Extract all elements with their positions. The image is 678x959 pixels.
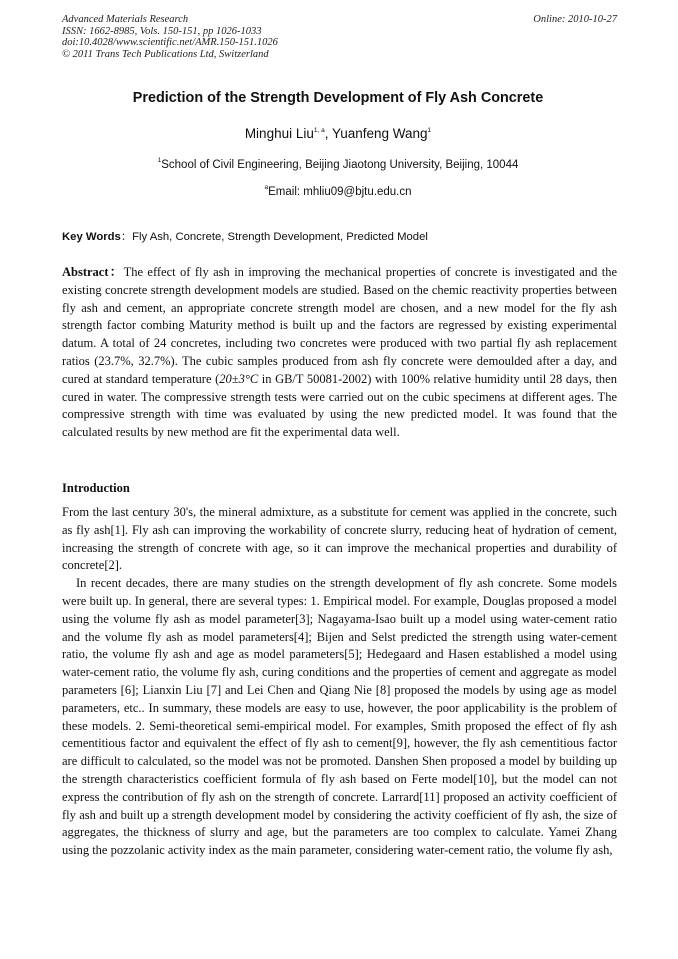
abstract-colon: ： bbox=[108, 265, 124, 279]
body-paragraph: From the last century 30's, the mineral admixture, as a substitute for cement was applied in the concrete, such as fly ash[1]. Fly ash can improving the workability of concrete slurry, reducing heat of hydration of cement, increasing the strength of concrete with age, so it can improve the mechanical properties and durability of concrete[2]. bbox=[62, 505, 617, 573]
keywords-label: Key Words bbox=[62, 231, 121, 243]
journal-header bbox=[62, 14, 617, 60]
issn-line: ISSN: 1662-8985, Vols. 150-151, pp 1026-1033 bbox=[62, 25, 262, 37]
keywords-colon: ： bbox=[120, 231, 133, 243]
author-line bbox=[62, 126, 614, 141]
affiliation bbox=[62, 157, 614, 171]
copyright-line: © 2011 Trans Tech Publications Ltd, Switzerland bbox=[62, 48, 269, 60]
affiliation-text: School of Civil Engineering, Beijing Jiaotong University, Beijing, 10044 bbox=[161, 159, 519, 171]
abstract-text: in GB/T 50081-2002) with 100% relative humidity until 28 days, then cured in water. The compressive strength tests were carried out on the cubic specimens at different ages. The compressive strength with time was evaluated by using the new predicted model. It was found that the calculated results by new method are fit the experimental data well. bbox=[62, 371, 617, 440]
email-superscript: a bbox=[264, 184, 269, 191]
author-superscript: 1 bbox=[427, 127, 432, 134]
doi-line: doi:10.4028/www.scientific.net/AMR.150-151.1026 bbox=[62, 37, 278, 49]
abstract bbox=[62, 264, 617, 442]
journal-name: Advanced Materials Research bbox=[62, 14, 189, 25]
paper-title: Prediction of the Strength Development of Fly Ash Concrete bbox=[132, 90, 544, 106]
keywords-text: Fly Ash, Concrete, Strength Development, Predicted Model bbox=[132, 231, 428, 243]
abstract-label: Abstract bbox=[62, 265, 109, 279]
abstract-text: The effect of fly ash in improving the mechanical properties of concrete is investigated and the existing concrete strength development models are studied. Based on the chemic reactivity properties between fly ash and cement, an appropriate concrete strength model are chosen, and a new model for the fly ash strength factor combing Maturity method is built up and the factors are regressed by existing experimental datum. A total of 24 concretes, including two concretes were produced with two partial fly ash replacement ratios (23.7%, 32.7%). The cubic samples produced from ash fly concrete were demoulded after a day, and cured at standard temperature ( bbox=[62, 265, 617, 386]
keywords bbox=[62, 228, 617, 244]
online-date: Online: 2010-10-27 bbox=[533, 14, 617, 25]
author-separator: , bbox=[324, 126, 332, 141]
author-name: Yuanfeng Wang bbox=[331, 126, 428, 141]
author-name: Minghui Liu bbox=[244, 126, 314, 141]
section-heading: Introduction bbox=[62, 481, 130, 495]
email-line bbox=[62, 184, 614, 198]
introduction-body bbox=[62, 504, 617, 860]
author-superscript: 1, a bbox=[313, 127, 325, 134]
abstract-paragraph bbox=[62, 264, 617, 442]
body-paragraph: In recent decades, there are many studies on the strength development of fly ash concrete. Some models were built up. In general, there are several types: 1. Empirical model. For example, Douglas proposed a model using the volume fly ash as model parameter[3]; Nagayama-Isao built up a model using water-cement ratio and the volume fly ash as model parameters[4]; Bijen and Selst predicted the strength using water-cement ratio, the volume fly ash and age as model parameters[5]; Hedegaard and Hasen established a model using water-cement ratio, the volume fly ash, curing conditions and the properties of cement and aggregate as model parameters [6]; Lianxin Liu [7] and Lei Chen and Qiang Nie [8] proposed the models by using age as model parameters, etc.. In summary, these models are easy to use, however, the poor applicability is the problem of these models. 2. Semi-theoretical semi-empirical model. For examples, Smith proposed the effect of fly ash cementitious factor and equivalent the effect of fly ash to cement[9], however, the fly ash cementitious factor are difficult to calculated, so the model was not be promoted. Danshen Shen proposed a model by building up the strength characteristics coefficient formula of fly ash based on Ferte model[10], but the model can not express the contribution of fly ash on the strength of concrete. Larrard[11] proposed an activity coefficient of fly ash and built up a strength development model by considering the activity coefficient of fly ash, the size of aggregates, the thickness of slurry and age, but the parameters are too complex to calculate. Yamei Zhang using the pozzolanic activity index as the main parameter, considering water-cement ratio, the volume fly ash, bbox=[62, 576, 617, 858]
temperature-value: 20±3°C bbox=[219, 371, 259, 386]
email-text: Email: mhliu09@bjtu.edu.cn bbox=[268, 186, 412, 198]
affiliation-superscript: 1 bbox=[157, 157, 162, 164]
